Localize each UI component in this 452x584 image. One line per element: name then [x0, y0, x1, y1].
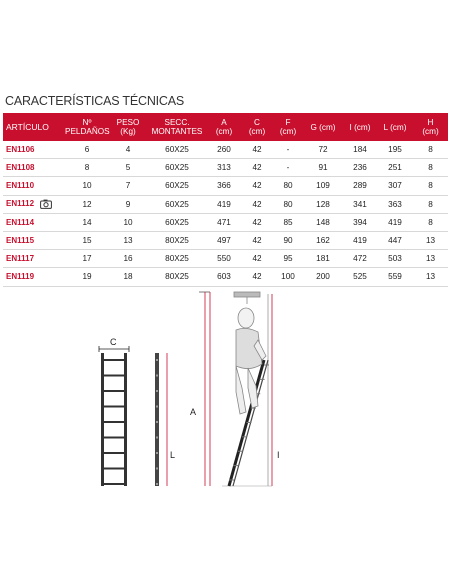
table-cell: 18 — [109, 268, 147, 286]
dim-label-l: L — [170, 450, 176, 460]
table-cell: 503 — [377, 250, 413, 268]
side-rung-mark — [156, 437, 158, 439]
table-cell: 17 — [65, 250, 109, 268]
table-cell: 13 — [413, 231, 448, 249]
ladder-side-view — [155, 353, 175, 486]
ladder-front-view — [99, 337, 129, 486]
table-cell: 10 — [109, 213, 147, 231]
column-header-text: L (cm) — [383, 122, 407, 132]
article-code: EN1110 — [6, 181, 35, 191]
table-cell: 42 — [241, 268, 273, 286]
column-header-text: Nº — [82, 118, 92, 127]
article-code: EN1117 — [6, 254, 35, 264]
column-header-text: C — [254, 118, 260, 127]
column-header-text: (cm) — [422, 127, 439, 136]
table-cell: 8 — [413, 195, 448, 213]
table-cell: 9 — [109, 195, 147, 213]
table-cell: 195 — [377, 141, 413, 159]
table-cell: 8 — [413, 141, 448, 159]
table-cell: 14 — [65, 213, 109, 231]
table-cell: 13 — [109, 231, 147, 249]
table-cell: 162 — [303, 231, 343, 249]
column-header-text: G (cm) — [310, 122, 336, 132]
table-cell: 559 — [377, 268, 413, 286]
table-cell: 42 — [241, 141, 273, 159]
table-cell: 128 — [303, 195, 343, 213]
table-cell: 8 — [65, 159, 109, 177]
table-cell: 10 — [65, 177, 109, 195]
table-cell: 42 — [241, 195, 273, 213]
table-cell: 60X25 — [147, 159, 207, 177]
column-header-text: (Kg) — [120, 127, 136, 136]
table-cell: 525 — [343, 268, 377, 286]
table-cell: 471 — [207, 213, 241, 231]
table-cell: 80X25 — [147, 231, 207, 249]
table-cell: 260 — [207, 141, 241, 159]
table-cell: 12 — [65, 195, 109, 213]
table-cell: 251 — [377, 159, 413, 177]
table-cell: 181 — [303, 250, 343, 268]
side-rung-mark — [156, 390, 158, 392]
table-cell: 80 — [273, 195, 303, 213]
table-cell: 4 — [109, 141, 147, 159]
ladder-in-use-view — [190, 292, 280, 486]
table-cell: 42 — [241, 231, 273, 249]
table-cell: 236 — [343, 159, 377, 177]
table-cell: 184 — [343, 141, 377, 159]
table-cell: 497 — [207, 231, 241, 249]
column-header-text: PELDAÑOS — [65, 127, 110, 136]
table-cell: 289 — [343, 177, 377, 195]
table-cell: 366 — [207, 177, 241, 195]
section-title: CARACTERÍSTICAS TÉCNICAS — [5, 94, 185, 108]
side-rung-mark — [156, 359, 158, 361]
table-cell: 148 — [303, 213, 343, 231]
table-cell: 91 — [303, 159, 343, 177]
table-cell: 363 — [377, 195, 413, 213]
table-cell: 200 — [303, 268, 343, 286]
column-header-text: SECC. — [164, 118, 190, 127]
side-rung-mark — [156, 406, 158, 408]
side-rung-mark — [156, 483, 158, 485]
table-cell: 80X25 — [147, 268, 207, 286]
column-header-text: PESO — [116, 118, 140, 127]
article-code: EN1112 — [6, 199, 35, 209]
table-cell: 90 — [273, 231, 303, 249]
table-cell: - — [273, 159, 303, 177]
article-code: EN1106 — [6, 145, 35, 155]
article-code: EN1108 — [6, 163, 35, 173]
side-rung-mark — [156, 421, 158, 423]
table-cell: 307 — [377, 177, 413, 195]
column-header-text: (cm) — [248, 127, 266, 136]
table-cell: 6 — [65, 141, 109, 159]
side-rung-mark — [156, 468, 158, 470]
table-cell: - — [273, 141, 303, 159]
column-header-text: I (cm) — [349, 122, 371, 132]
table-cell: 109 — [303, 177, 343, 195]
table-cell: 42 — [241, 159, 273, 177]
table-cell: 5 — [109, 159, 147, 177]
table-cell: 42 — [241, 213, 273, 231]
dim-label-i: I — [277, 450, 280, 460]
dim-label-c: C — [110, 337, 117, 347]
table-cell: 15 — [65, 231, 109, 249]
table-cell: 603 — [207, 268, 241, 286]
table-cell: 472 — [343, 250, 377, 268]
table-cell: 313 — [207, 159, 241, 177]
table-cell: 447 — [377, 231, 413, 249]
table-cell: 60X25 — [147, 177, 207, 195]
table-cell: 7 — [109, 177, 147, 195]
column-header-text: ARTÍCULO — [6, 121, 49, 132]
column-header-text: (cm) — [279, 127, 297, 136]
table-cell: 13 — [413, 250, 448, 268]
column-header-text: A — [221, 118, 227, 127]
table-cell: 95 — [273, 250, 303, 268]
table-cell: 85 — [273, 213, 303, 231]
table-cell: 19 — [65, 268, 109, 286]
table-cell: 60X25 — [147, 195, 207, 213]
table-cell: 419 — [377, 213, 413, 231]
column-header-text: H — [427, 118, 434, 127]
table-cell: 42 — [241, 250, 273, 268]
table-cell: 394 — [343, 213, 377, 231]
dim-label-a: A — [190, 407, 197, 417]
table-cell: 80X25 — [147, 250, 207, 268]
table-cell: 8 — [413, 177, 448, 195]
column-header-text: MONTANTES — [151, 127, 203, 136]
table-cell: 8 — [413, 213, 448, 231]
table-cell: 42 — [241, 177, 273, 195]
table-cell: 16 — [109, 250, 147, 268]
column-header-text: F — [285, 118, 291, 127]
table-cell: 419 — [207, 195, 241, 213]
table-cell: 341 — [343, 195, 377, 213]
table-cell: 72 — [303, 141, 343, 159]
article-code: EN1115 — [6, 236, 35, 246]
column-header-text: (cm) — [215, 127, 233, 136]
article-code: EN1114 — [6, 217, 35, 227]
person-figure — [234, 292, 266, 414]
table-cell: 550 — [207, 250, 241, 268]
article-code: EN1119 — [6, 272, 35, 282]
table-cell: 419 — [343, 231, 377, 249]
table-cell: 13 — [413, 268, 448, 286]
side-rung-mark — [156, 375, 158, 377]
side-rung-mark — [156, 452, 158, 454]
table-cell: 100 — [273, 268, 303, 286]
table-cell: 8 — [413, 159, 448, 177]
table-cell: 80 — [273, 177, 303, 195]
table-cell: 60X25 — [147, 141, 207, 159]
table-cell: 60X25 — [147, 213, 207, 231]
